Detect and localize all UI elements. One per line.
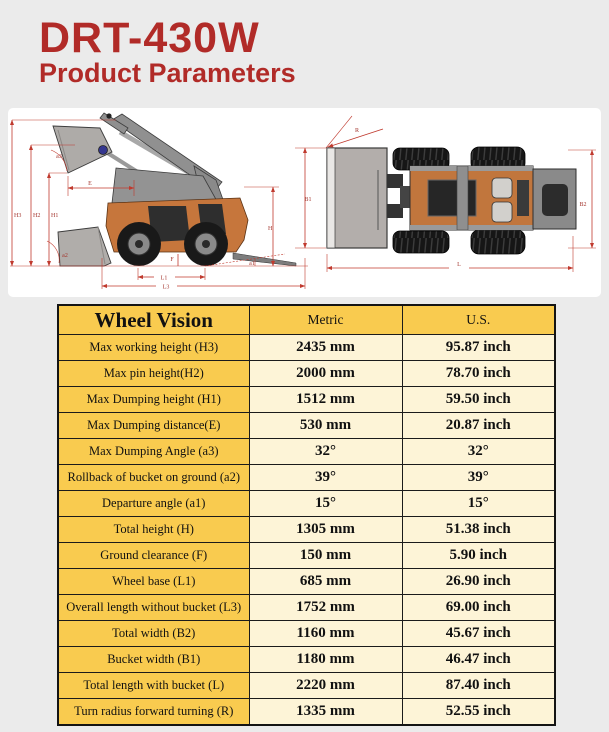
engine-vent <box>542 184 568 216</box>
table-row <box>58 647 555 673</box>
table-row <box>58 465 555 491</box>
dim-label-a3: a3 <box>56 154 62 160</box>
param-metric-value: 32° <box>249 439 402 465</box>
table-row <box>58 491 555 517</box>
param-label: Total width (B2) <box>58 621 249 647</box>
param-us-value: 78.70 inch <box>402 361 555 387</box>
param-label: Total height (H) <box>58 517 249 543</box>
param-label: Turn radius forward turning (R) <box>58 699 249 726</box>
table-row <box>58 413 555 439</box>
linkage-upper <box>387 174 403 188</box>
pedal-left <box>492 178 512 198</box>
table-header-row <box>58 305 555 335</box>
table-row <box>58 335 555 361</box>
param-us-value: 39° <box>402 465 555 491</box>
column-header-metric: Metric <box>249 305 402 335</box>
table-row <box>58 595 555 621</box>
dim-label-l3: L3 <box>162 284 170 291</box>
chassis-rail-bottom <box>410 225 533 230</box>
page-title: DRT-430W <box>39 14 260 62</box>
table-row <box>58 673 555 699</box>
param-metric-value: 15° <box>249 491 402 517</box>
dim-label-r: R <box>355 128 360 134</box>
table-row <box>58 517 555 543</box>
dim-label-h1: H1 <box>51 213 59 219</box>
dim-label-a2: a2 <box>62 253 68 259</box>
dim-label-l1: L1 <box>160 275 168 282</box>
param-us-value: 87.40 inch <box>402 673 555 699</box>
column-header-us: U.S. <box>402 305 555 335</box>
pedal-right <box>492 202 512 222</box>
table-row <box>58 621 555 647</box>
table-row <box>58 439 555 465</box>
param-metric-value: 150 mm <box>249 543 402 569</box>
dim-label-h: H <box>268 226 273 232</box>
param-metric-value: 1160 mm <box>249 621 402 647</box>
param-metric-value: 685 mm <box>249 569 402 595</box>
param-metric-value: 2220 mm <box>249 673 402 699</box>
dim-label-b1: B1 <box>304 197 312 203</box>
top-view-diagram <box>295 116 596 272</box>
param-us-value: 69.00 inch <box>402 595 555 621</box>
param-label: Ground clearance (F) <box>58 543 249 569</box>
rear-wheel <box>184 222 228 266</box>
boom-crossbar <box>457 166 468 230</box>
param-label: Max pin height(H2) <box>58 361 249 387</box>
param-metric-value: 2000 mm <box>249 361 402 387</box>
table-row <box>58 361 555 387</box>
page-subtitle: Product Parameters <box>39 58 296 88</box>
param-label: Max Dumping Angle (a3) <box>58 439 249 465</box>
front-wheel <box>117 222 161 266</box>
dim-label-l: L <box>457 262 461 268</box>
chassis-rail-top <box>410 166 533 171</box>
table-row <box>58 543 555 569</box>
param-metric-value: 530 mm <box>249 413 402 439</box>
param-label: Bucket width (B1) <box>58 647 249 673</box>
dim-label-h2: H2 <box>33 213 41 219</box>
dim-label-f: F <box>170 257 174 263</box>
table-row <box>58 569 555 595</box>
tire-rear-right <box>471 230 525 254</box>
param-metric-value: 1335 mm <box>249 699 402 726</box>
param-us-value: 15° <box>402 491 555 517</box>
param-metric-value: 1305 mm <box>249 517 402 543</box>
parameters-table <box>57 304 556 726</box>
param-us-value: 46.47 inch <box>402 647 555 673</box>
rear-wedge <box>233 253 296 266</box>
param-metric-value: 1752 mm <box>249 595 402 621</box>
top-bucket-edge <box>327 148 335 248</box>
param-us-value: 51.38 inch <box>402 517 555 543</box>
param-label: Departure angle (a1) <box>58 491 249 517</box>
param-us-value: 32° <box>402 439 555 465</box>
param-label: Total length with bucket (L) <box>58 673 249 699</box>
param-us-value: 59.50 inch <box>402 387 555 413</box>
param-metric-value: 1180 mm <box>249 647 402 673</box>
table-row <box>58 699 555 726</box>
param-us-value: 26.90 inch <box>402 569 555 595</box>
param-us-value: 5.90 inch <box>402 543 555 569</box>
control-panel <box>517 180 529 216</box>
param-label: Max Dumping distance(E) <box>58 413 249 439</box>
dim-label-e: E <box>88 181 92 187</box>
ground-bucket <box>58 227 111 266</box>
tire-front-right <box>393 231 449 253</box>
param-metric-value: 2435 mm <box>249 335 402 361</box>
machine-diagrams <box>8 108 601 297</box>
param-label: Max Dumping height (H1) <box>58 387 249 413</box>
param-us-value: 95.87 inch <box>402 335 555 361</box>
dim-label-a1: a1 <box>249 261 255 267</box>
param-metric-value: 1512 mm <box>249 387 402 413</box>
param-label: Rollback of bucket on ground (a2) <box>58 465 249 491</box>
table-row <box>58 387 555 413</box>
param-us-value: 20.87 inch <box>402 413 555 439</box>
dim-label-b2: B2 <box>579 202 587 208</box>
link-pin <box>106 113 111 118</box>
table-title: Wheel Vision <box>58 305 249 335</box>
param-label: Wheel base (L1) <box>58 569 249 595</box>
chassis-window <box>428 180 476 216</box>
param-label: Max working height (H3) <box>58 335 249 361</box>
param-label: Overall length without bucket (L3) <box>58 595 249 621</box>
param-metric-value: 39° <box>249 465 402 491</box>
dim-label-h3: H3 <box>14 213 22 219</box>
diagram-panel <box>8 108 601 297</box>
side-view-diagram <box>10 113 308 291</box>
param-us-value: 45.67 inch <box>402 621 555 647</box>
param-us-value: 52.55 inch <box>402 699 555 726</box>
bucket-pivot <box>99 146 108 155</box>
